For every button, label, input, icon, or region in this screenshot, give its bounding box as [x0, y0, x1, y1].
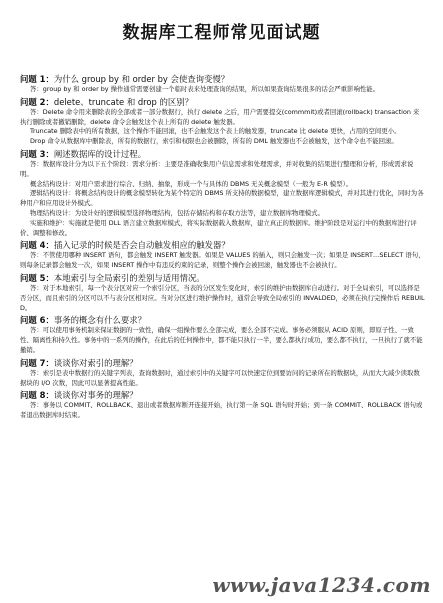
answer-paragraph: 答：不管使用哪种 INSERT 语句，都会触发 INSERT 触发器。如果是 VALUES 的插入，则只会触发一次；如果是 INSERT…SELECT 语句，则每条记录都会触发一次，如果 INSERT 操作中有违反约束的记录，则整个操作会被回滚，触发器也不会被执行。 — [20, 251, 425, 270]
question-heading — [20, 149, 425, 160]
question-heading — [20, 240, 425, 251]
answer-paragraph: 概念结构设计：对用户需求进行综合、归纳、抽象，形成一个与具体的 DBMS 无关概念模型（一般为 E-R 模型）。 — [30, 179, 353, 188]
answer-paragraph: Drop 命令从数据库中删除表，所有的数据行，索引和权限也会被删除，所有的 DML 触发器也不会被触发，这个命令也不能回滚。 — [30, 137, 398, 146]
question-heading — [20, 273, 425, 284]
answer-paragraph: 答：可以使用事务机制来保证数据的一致性，确保一组操作要么全部完成，要么全部不完成。事务必须服从 ACID 原则，即原子性、一致性、隔离性和持久性。事务中的一系列的操作，在此后的任何操作中，都不能只执行一半，要么都执行成功，要么都不执行，一旦执行了就不能撤销。 — [20, 326, 423, 354]
question-text: 谈谈你对事务的理解？ — [53, 390, 138, 401]
answer-paragraph: 答：对于本地索引，每一个表分区对应一个索引分区，当表的分区发生变化时，索引的维护由数据库自动进行。对于全局索引，可以选择是否分区，而且索引的分区可以不与表分区相对应。当对分区进行维护操作时，通常会导致全局索引的 INVALDED，必须在执行完操作后 REBUILD。 — [20, 283, 425, 312]
answer-paragraph: 物理结构设计：为设计好的逻辑模型选择物理结构，包括存储结构和存取方法等，建立数据库物理模式。 — [30, 208, 324, 217]
question-text: 本地索引与全局索引的差别与适用情况。 — [53, 272, 205, 283]
document-title: 数据库工程师常见面试题 — [122, 23, 321, 43]
answer-paragraph: 答：group by 和 order by 操作通常需要创建一个临时表来处理查询的结果，所以如果查询结果很多的话会严重影响性能。 — [30, 85, 380, 93]
question-text: 事务的概念有什么要求？ — [53, 315, 146, 326]
question-heading — [20, 315, 425, 326]
question-text: 谈谈你对索引的理解？ — [53, 357, 138, 368]
question-heading — [20, 74, 425, 85]
question-text: 阐述数据库的设计过程。 — [53, 148, 146, 159]
question-text: delete、truncate 和 drop 的区别？ — [53, 96, 194, 107]
answer-paragraph: Truncate 删除表中的所有数据，这个操作不能回滚，也不会触发这个表上的触发器，truncate 比 delete 更快，占用的空间更小。 — [30, 127, 401, 136]
answer-paragraph: 答：数据库设计分为以下五个阶段：需求分析：主要是准确收集用户信息需求和处理需求，并对收集的结果进行整理和分析，形成需求说明。 — [20, 159, 414, 178]
question-heading — [20, 358, 425, 369]
document-body — [20, 72, 425, 421]
answer-paragraph: 答：Delete 命令用来删除表的全部或者一部分数据行，执行 delete 之后，用户需要提交(commmit)或者回滚(rollback) transaction 来执行删除或者撤销删除，delete 命令会触发这个表上所有的 delete 触发器。 — [20, 107, 420, 126]
question-number: 问题 7： — [20, 357, 54, 368]
question-number: 问题 1： — [20, 74, 54, 84]
question-number: 问题 6： — [20, 315, 54, 326]
answer-paragraph: 答：事务以 COMMIT、ROLLBACK、退出或者数据库断开连接开始，执行第一条 SQL 语句时开始；到一条 COMMIT、ROLLBACK 语句或者退出数据库时结束。 — [20, 401, 423, 420]
question-heading — [20, 390, 425, 401]
question-number: 问题 8： — [20, 390, 54, 401]
question-heading — [20, 97, 425, 108]
question-text: 为什么 group by 和 order by 会使查询变慢？ — [53, 74, 230, 84]
answer-paragraph: 答：索引是表中数据行的关键字列表，查询数据时，通过索引中的关键字可以快速定位到要访问的记录所在的数据块，从而大大减少读取数据块的 I/O 次数，因此可以显著提高性能。 — [20, 368, 420, 387]
question-number: 问题 3： — [20, 148, 54, 159]
question-number: 问题 2： — [20, 96, 54, 107]
watermark: www.java1234.com — [212, 573, 431, 597]
question-number: 问题 4： — [20, 240, 54, 251]
question-text: 插入记录的时候是否会自动触发相应的触发器？ — [53, 240, 230, 251]
answer-paragraph: 实施和维护：实施就是使用 DLL 语言建立数据库模式，将实际数据载入数据库，建立真正的数据库。维护阶段是对运行中的数据库进行评价、调整和修改。 — [20, 218, 417, 237]
answer-paragraph: 逻辑结构设计：将概念结构设计的概念模型转化为某个特定的 DBMS 所支持的数据模型，建立数据库逻辑模式，并对其进行优化，同时为各种用户和应用设计外模式。 — [20, 189, 424, 208]
question-number: 问题 5： — [20, 272, 54, 283]
